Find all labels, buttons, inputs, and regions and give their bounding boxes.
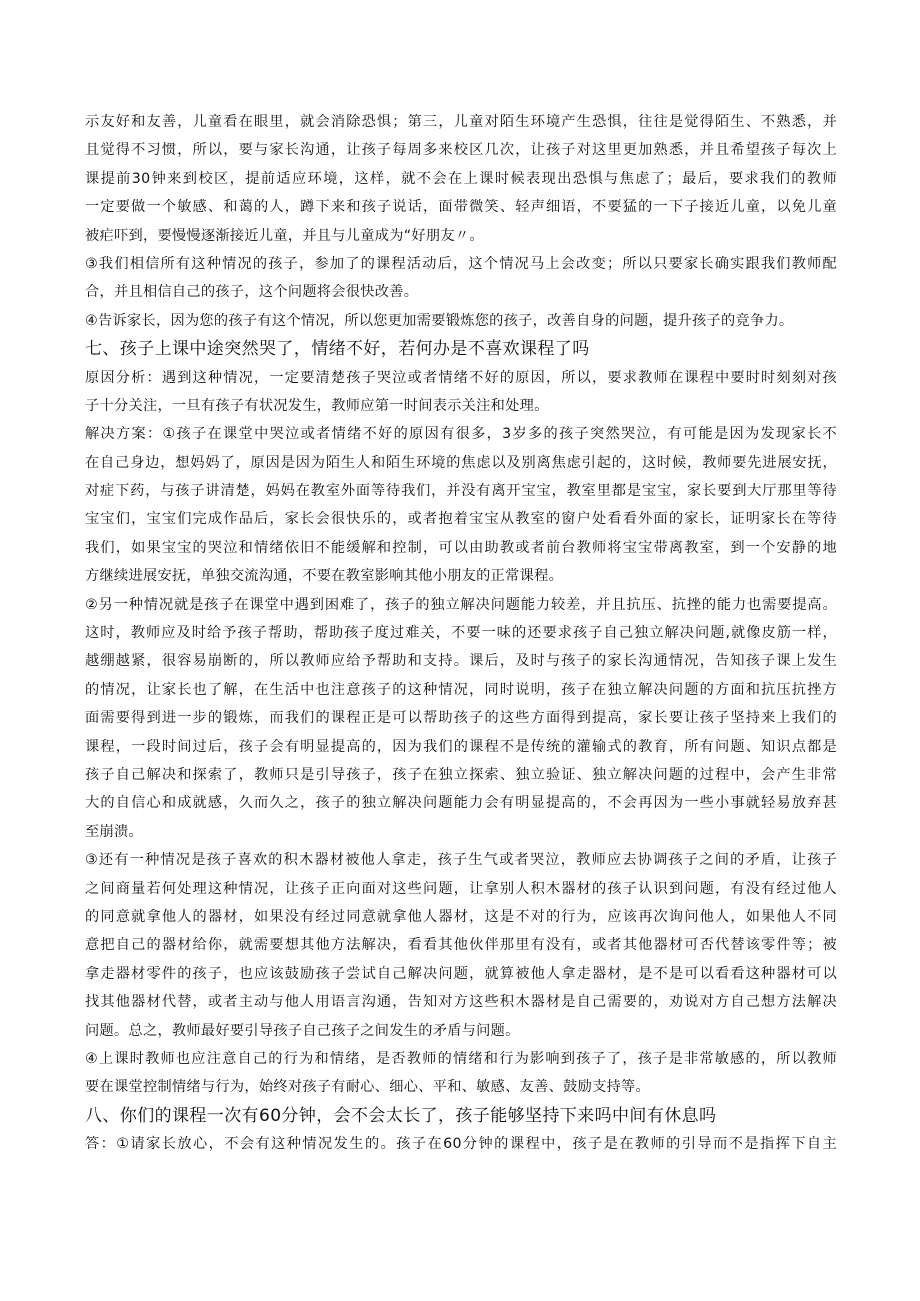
section-heading-8: 八、你们的课程一次有60分钟，会不会太长了，孩子能够坚持下来吗中间有休息吗	[85, 1105, 717, 1126]
paragraph-line: 示友好和友善，儿童看在眼里，就会消除恐惧；第三，儿童对陌生环境产生恐惧，往往是觉得陌生、不熟悉，并	[85, 114, 837, 130]
paragraph-line: 且觉得不习惯，所以，要与家长沟通，让孩子每周多来校区几次，让孩子对这里更加熟悉，并且希望孩子每次上	[85, 142, 837, 159]
paragraph-line: 的同意就拿他人的器材，如果没有经过同意就拿他人器材，这是不对的行为，应该再次询问他人，如果他人不同	[85, 908, 837, 925]
paragraph-line: 合，并且相信自己的孩子，这个问题将会很快改善。	[85, 284, 419, 301]
paragraph-line: 这时，教师应及时给予孩子帮助，帮助孩子度过难关，不要一味的还要求孩子自己独立解决问题,就像皮筋一样，	[85, 625, 837, 642]
paragraph-line: 一定要做一个敏感、和蔼的人，蹲下来和孩子说话，面带微笑、轻声细语，不要猛的一下子接近儿童，以免儿童	[85, 199, 837, 216]
paragraph-line: 孩子自己解决和探索了，教师只是引导孩子，孩子在独立探索、独立验证、独立解决问题的过程中，会产生非常	[85, 766, 837, 783]
paragraph-line: 解决方案：①孩子在课堂中哭泣或者情绪不好的原因有很多，3岁多的孩子突然哭泣，有可能是因为发现家长不	[85, 426, 837, 443]
paragraph-line: ③还有一种情况是孩子喜欢的积木器材被他人拿走，孩子生气或者哭泣，教师应去协调孩子之间的矛盾，让孩子	[85, 852, 837, 869]
paragraph-line: 在自己身边，想妈妈了，原因是因为陌生人和陌生环境的焦虑以及别离焦虑引起的，这时候，教师要先进展安抚，	[85, 454, 837, 471]
paragraph-line: 方继续进展安抚，单独交流沟通，不要在教室影响其他小朋友的正常课程。	[85, 568, 564, 585]
paragraph-line: 至崩溃。	[85, 823, 143, 840]
paragraph-line: 答：①请家长放心，不会有这种情况发生的。孩子在60分钟的课程中，孩子是在教师的引导而不是指挥下自主	[85, 1136, 837, 1153]
paragraph-line: ②另一种情况就是孩子在课堂中遇到困难了，孩子的独立解决问题能力较差，并且抗压、抗挫的能力也需要提高。	[85, 596, 837, 613]
paragraph-line: 意把自己的器材给你，就需要想其他方法解决，看看其他伙伴那里有没有，或者其他器材可否代替该零件等；被	[85, 937, 837, 954]
paragraph-line: 课提前30钟来到校区，提前适应环境，这样，就不会在上课时候表现出恐惧与焦虑了；最后，要求我们的教师	[85, 170, 837, 187]
paragraph-line: 拿走器材零件的孩子，也应该鼓励孩子尝试自己解决问题，就算被他人拿走器材，是不是可以看看这种器材可以	[85, 965, 837, 982]
paragraph-line: 宝宝们，宝宝们完成作品后，家长会很快乐的，或者抱着宝宝从教室的窗户处看看外面的家长，证明家长在等待	[85, 511, 837, 528]
paragraph-line: ③我们相信所有这种情况的孩子，参加了的课程活动后，这个情况马上会改变；所以只要家长确实跟我们教师配	[85, 255, 837, 272]
paragraph-line: 问题。总之，教师最好要引导孩子自己孩子之间发生的矛盾与问题。	[85, 1022, 520, 1039]
paragraph-line: 课程，一段时间过后，孩子会有明显提高的，因为我们的课程不是传统的灌输式的教育，所有问题、知识点都是	[85, 738, 837, 755]
paragraph-line: 之间商量若何处理这种情况，让孩子正向面对这些问题，让拿别人积木器材的孩子认识到问题，有没有经过他人	[85, 880, 837, 897]
paragraph-line: 的情况，让家长也了解，在生活中也注意孩子的这种情况，同时说明，孩子在独立解决问题的方面和抗压抗挫方	[85, 681, 837, 698]
paragraph-line: 原因分析：遇到这种情况，一定要清楚孩子哭泣或者情绪不好的原因，所以，要求教师在课程中要时时刻刻对孩	[85, 369, 837, 386]
paragraph-line: 面需要得到进一步的锻炼，而我们的课程正是可以帮助孩子的这些方面得到提高，家长要让孩子坚持来上我们的	[85, 710, 837, 727]
paragraph-line: 越绷越紧，很容易崩断的，所以教师应给予帮助和支持。课后，及时与孩子的家长沟通情况，告知孩子课上发生	[85, 653, 837, 670]
paragraph-line: 大的自信心和成就感，久而久之，孩子的独立解决问题能力会有明显提高的，不会再因为一些小事就轻易放弃甚	[85, 795, 837, 812]
paragraph-line: ④上课时教师也应注意自己的行为和情绪，是否教师的情绪和行为影响到孩子了，孩子是非常敏感的，所以教师	[85, 1050, 837, 1067]
paragraph-line: 要在课堂控制情绪与行为，始终对孩子有耐心、细心、平和、敏感、友善、鼓励支持等。	[85, 1079, 651, 1096]
paragraph-line: ④告诉家长，因为您的孩子有这个情况，所以您更加需要锻炼您的孩子，改善自身的问题，提升孩子的竞争力。	[85, 312, 794, 329]
paragraph-line: 我们，如果宝宝的哭泣和情绪依旧不能缓解和控制，可以由助教或者前台教师将宝宝带离教室，到一个安静的地	[85, 539, 837, 556]
paragraph-line: 被疟吓到，要慢慢逐渐接近儿童，并且与儿童成为“好朋友〃。	[85, 227, 484, 244]
paragraph-line: 找其他器材代替，或者主动与他人用语言沟通，告知对方这些积木器材是自己需要的，劝说对方自己想方法解决	[85, 994, 837, 1011]
paragraph-line: 对症下药，与孩子讲清楚，妈妈在教室外面等待我们，并没有离开宝宝，教室里都是宝宝，家长要到大厅那里等待	[85, 483, 837, 500]
paragraph-line: 子十分关注，一旦有孩子有状况发生，教师应第一时间表示关注和处理。	[85, 397, 549, 414]
section-heading-7: 七、孩子上课中途突然哭了，情绪不好，若何办是不喜欢课程了吗	[85, 339, 590, 360]
